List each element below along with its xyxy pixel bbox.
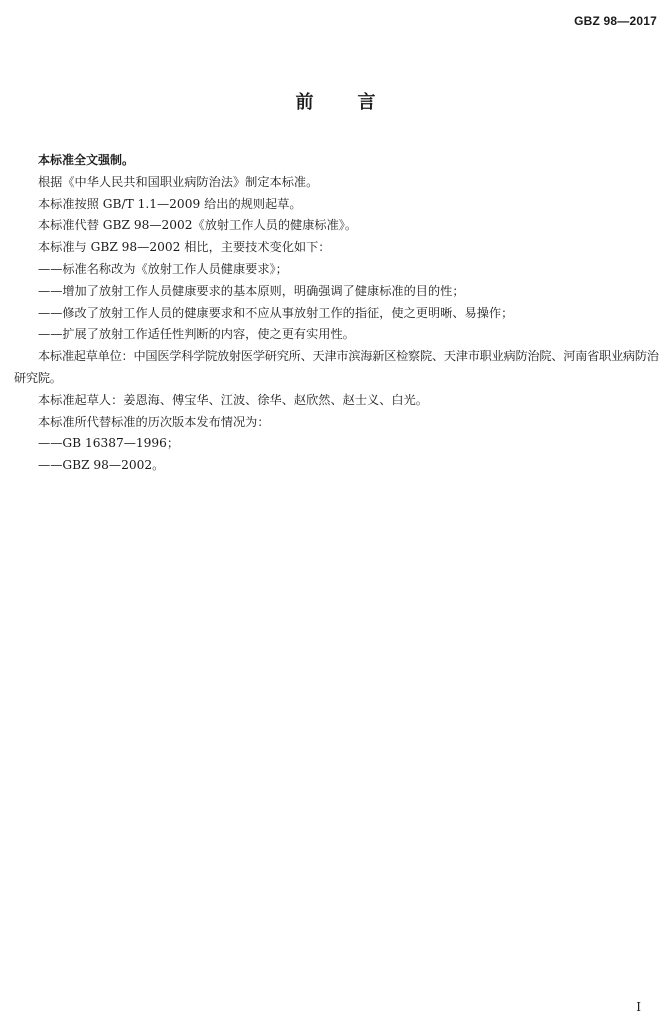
paragraph-mandatory: 本标准全文强制。 [38,153,135,167]
page-number: I [636,1000,641,1014]
preface-body [14,150,659,477]
paragraph-replaces: 本标准代替 GBZ 98—2002《放射工作人员的健康标准》。 [38,218,358,233]
paragraph-history-intro: 本标准所代替标准的历次版本发布情况为： [38,414,270,429]
paragraph-drafters: 本标准起草人：姜恩海、傅宝华、江波、徐华、赵欣然、赵士义、白光。 [38,392,428,407]
paragraph-drafting-rules: 本标准按照 GB/T 1.1—2009 给出的规则起草。 [38,196,302,211]
paragraph-change-item: ——增加了放射工作人员健康要求的基本原则，明确强调了健康标准的目的性； [38,283,465,298]
paragraph-drafting-units: 本标准起草单位：中国医学科学院放射医学研究所、天津市滨海新区检察院、天津市职业病防治院、河南省职业病防治研究院。 [14,349,659,385]
paragraph-change-item: ——修改了放射工作人员的健康要求和不应从事放射工作的指征，使之更明晰、易操作； [38,305,514,320]
paragraph-basis: 根据《中华人民共和国职业病防治法》制定本标准。 [38,174,319,189]
paragraph-history-item: ——GB 16387—1996； [38,436,180,451]
paragraph-change-item: ——标准名称改为《放射工作人员健康要求》； [38,261,288,276]
page-title: 前言 [295,92,420,113]
paragraph-changes-intro: 本标准与 GBZ 98—2002 相比，主要技术变化如下： [38,240,331,255]
paragraph-change-item: ——扩展了放射工作适任性判断的内容，使之更有实用性。 [38,327,355,342]
document-code: GBZ 98—2017 [574,14,657,28]
paragraph-history-item: ——GBZ 98—2002。 [38,458,165,473]
